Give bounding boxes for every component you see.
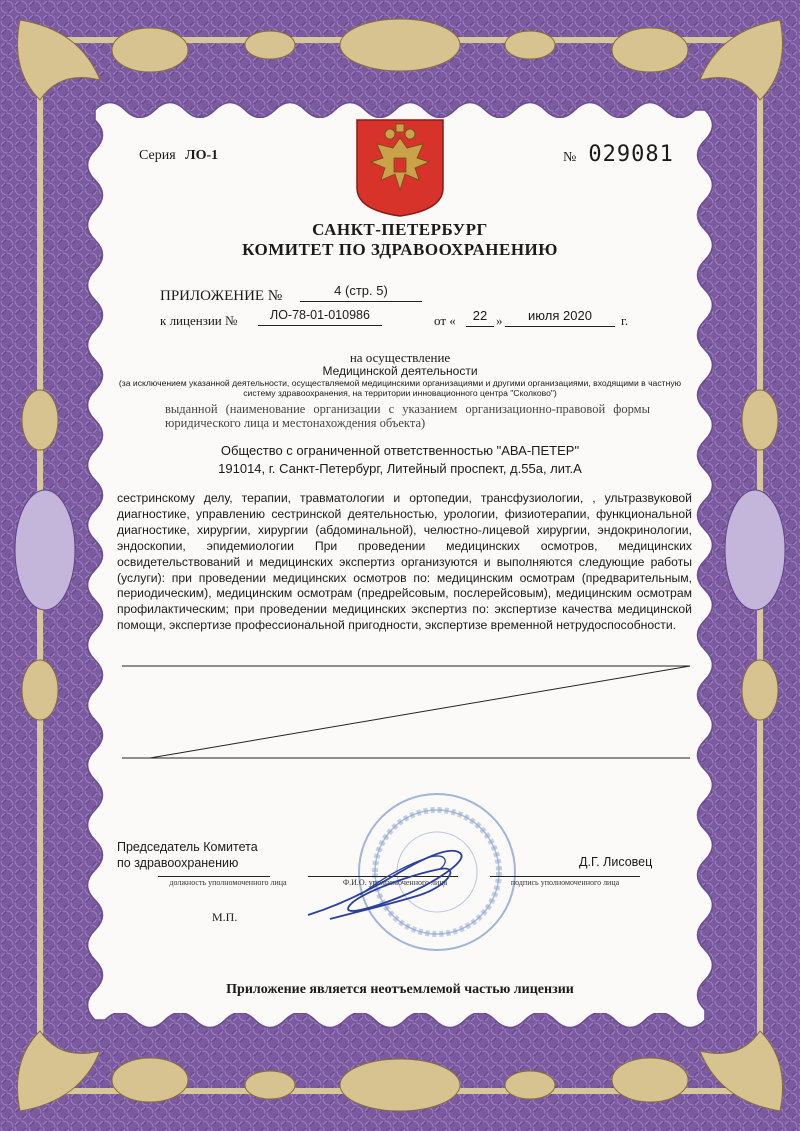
issued-to-caption: выданной (наименование организации с указанием организационно-правовой формы юридического лица и местонахождения объекта) — [165, 402, 650, 430]
series-label: Серия ЛО-1 — [139, 148, 219, 163]
date-month-year: июля 2020 — [505, 308, 615, 327]
serial-number: № 029081 — [563, 142, 674, 167]
activity-intro: на осуществление — [349, 350, 451, 365]
date-close-quote: » — [496, 313, 503, 328]
license-label: к лицензии № — [160, 313, 238, 328]
caption-signature: подпись уполномоченного лица — [510, 878, 620, 887]
seal-place-label: М.П. — [212, 910, 238, 924]
handwritten-signature — [300, 835, 480, 930]
services-description: сестринскому делу, терапии, травматологии и ортопедии, трансфузиологии, , ультразвуковой диагностике, управлению сестринской деятельностью, урологии, физиотерапии, функциональной диагностике, хирургии, хирургии (абдоминальной), челюстно-лицевой хирургии, эндокринологии, эндоскопии, эпидемиологии При проведении медицинских осмотров, медицинских освидетельствований и медицинских экспертиз организуются и выполняются следующие работы (услуги): при проведении медицинских осмотров по: медицинским осмотрам (предварительным, периодическим), медицинским осмотрам (предрейсовым, послерейсовым), медицинским осмотрам профилактическим; при проведении медицинских экспертиз по: экспертизе качества медицинской помощи, экспертизе профессиональной пригодности, экспертизе временной нетрудоспособности. — [117, 491, 692, 633]
date-day: 22 — [466, 308, 494, 327]
organization-name: Общество с ограниченной ответственностью "АВА-ПЕТЕР" — [220, 443, 580, 458]
date-from-label: от « — [434, 313, 456, 328]
blank-space-strikethrough — [120, 660, 695, 765]
signer-name: Д.Г. Лисовец — [579, 855, 653, 869]
footer-note: Приложение является неотъемлемой частью лицензии — [226, 982, 574, 997]
position-rule — [158, 876, 270, 877]
name-rule — [490, 876, 640, 877]
caption-name: Ф.И.О. уполномоченного лица — [342, 878, 448, 887]
series-value: ЛО-1 — [185, 148, 219, 163]
activity-exclusion: (за исключением указанной деятельности, осуществляемой медицинскими организациями и другими организациями, входящими в частную систему здравоохранения, на территории инновационного центра "Сколково") — [118, 378, 682, 398]
organization-address: 191014, г. Санкт-Петербург, Литейный проспект, д.55а, лит.А — [218, 461, 582, 476]
organization-block — [130, 442, 670, 478]
serial-number-value: 029081 — [588, 142, 674, 167]
appendix-number: 4 (стр. 5) — [300, 283, 422, 302]
year-suffix: г. — [621, 313, 629, 328]
coat-of-arms-emblem — [355, 118, 445, 218]
issuer-title: САНКТ-ПЕТЕРБУРГ КОМИТЕТ ПО ЗДРАВООХРАНЕНИЮ — [242, 220, 558, 259]
appendix-label: ПРИЛОЖЕНИЕ № — [160, 288, 283, 304]
caption-position: должность уполномоченного лица — [169, 878, 287, 887]
license-number: ЛО-78-01-010986 — [258, 308, 382, 326]
activity-name: Медицинской деятельности — [322, 364, 478, 378]
signer-position: Председатель Комитета по здравоохранению — [117, 840, 258, 870]
